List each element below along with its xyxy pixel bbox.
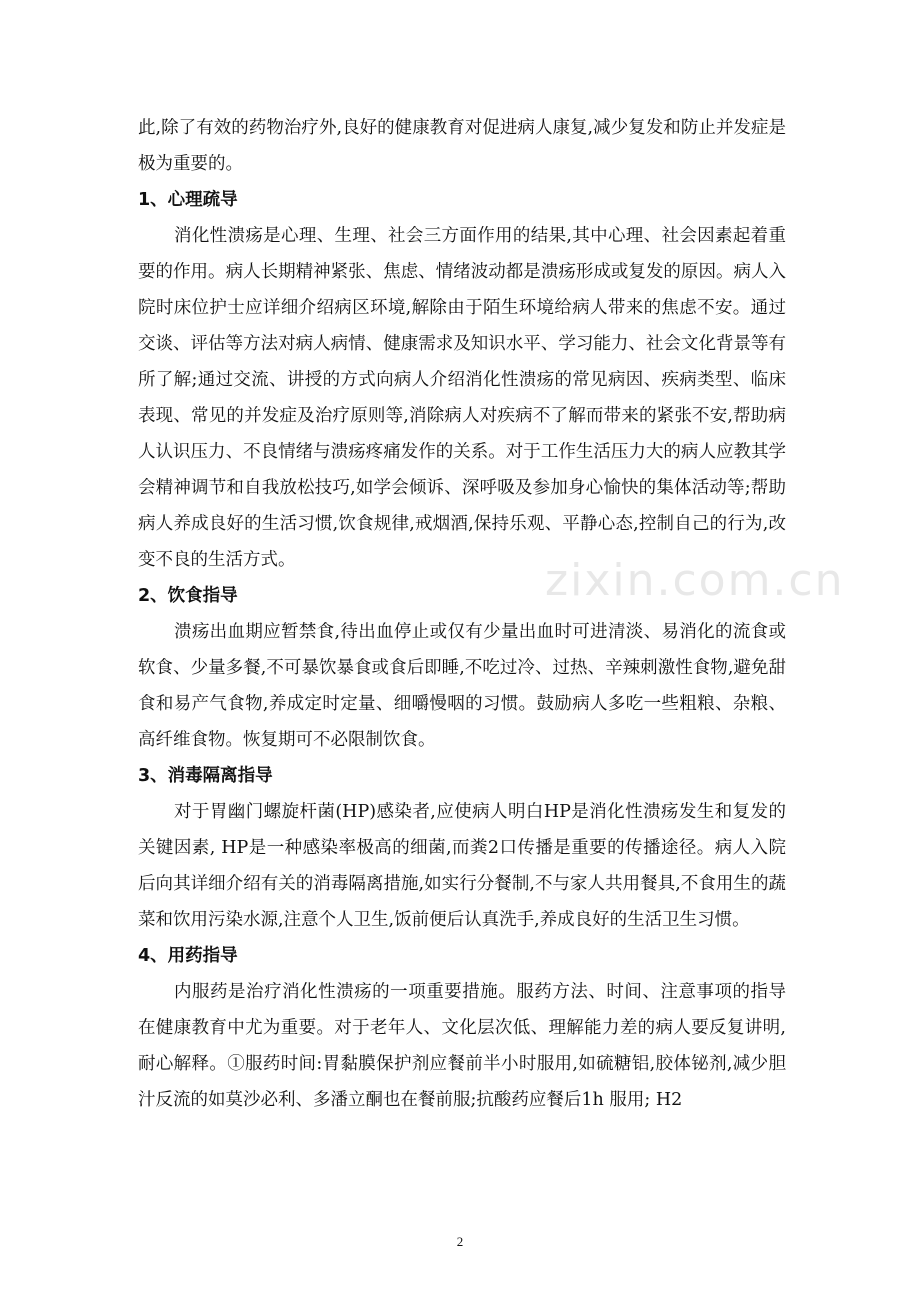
- section-body-medication: 内服药是治疗消化性溃疡的一项重要措施。服药方法、时间、注意事项的指导在健康教育中尤为重要。对于老年人、文化层次低、理解能力差的病人要反复讲明,耐心解释。①服药时间:胃黏膜保护剂应餐前半小时服用,如硫糖铝,胶体铋剂,减少胆汁反流的如莫沙必利、多潘立酮也在餐前服;抗酸药应餐后1h 服用; H2: [138, 982, 786, 1110]
- page-number: 2: [456, 1234, 464, 1249]
- section-heading-diet: 2、饮食指导: [138, 586, 238, 606]
- section-heading-medication: 4、用药指导: [138, 946, 238, 966]
- section-body-psychological: 消化性溃疡是心理、生理、社会三方面作用的结果,其中心理、社会因素起着重要的作用。病人长期精神紧张、焦虑、情绪波动都是溃疡形成或复发的原因。病人入院时床位护士应详细介绍病区环境,解除由于陌生环境给病人带来的焦虑不安。通过交谈、评估等方法对病人病情、健康需求及知识水平、学习能力、社会文化背景等有所了解;通过交流、讲授的方式向病人介绍消化性溃疡的常见病因、疾病类型、临床表现、常见的并发症及治疗原则等,消除病人对疾病不了解而带来的紧张不安,帮助病人认识压力、不良情绪与溃疡疼痛发作的关系。对于工作生活压力大的病人应教其学会精神调节和自我放松技巧,如学会倾诉、深呼吸及参加身心愉快的集体活动等;帮助病人养成良好的生活习惯,饮食规律,戒烟酒,保持乐观、平静心态,控制自己的行为,改变不良的生活方式。: [138, 226, 786, 570]
- section-body-disinfection: 对于胃幽门螺旋杆菌(HP)感染者,应使病人明白HP是消化性溃疡发生和复发的关键因素, HP是一种感染率极高的细菌,而粪2口传播是重要的传播途径。病人入院后向其详细介绍有关的消毒隔离措施,如实行分餐制,不与家人共用餐具,不食用生的蔬菜和饮用污染水源,注意个人卫生,饭前便后认真洗手,养成良好的生活卫生习惯。: [138, 802, 786, 930]
- section-body-diet: 溃疡出血期应暂禁食,待出血停止或仅有少量出血时可进清淡、易消化的流食或软食、少量多餐,不可暴饮暴食或食后即睡,不吃过冷、过热、辛辣刺激性食物,避免甜食和易产气食物,养成定时定量、细嚼慢咽的习惯。鼓励病人多吃一些粗粮、杂粮、高纤维食物。恢复期可不必限制饮食。: [138, 622, 786, 750]
- section-heading-disinfection: 3、消毒隔离指导: [138, 766, 273, 786]
- intro-paragraph: 此,除了有效的药物治疗外,良好的健康教育对促进病人康复,减少复发和防止并发症是极为重要的。: [138, 118, 786, 174]
- section-heading-psychological: 1、心理疏导: [138, 190, 238, 210]
- watermark: zixin.com.cn: [545, 555, 845, 606]
- page-content: [138, 110, 786, 1118]
